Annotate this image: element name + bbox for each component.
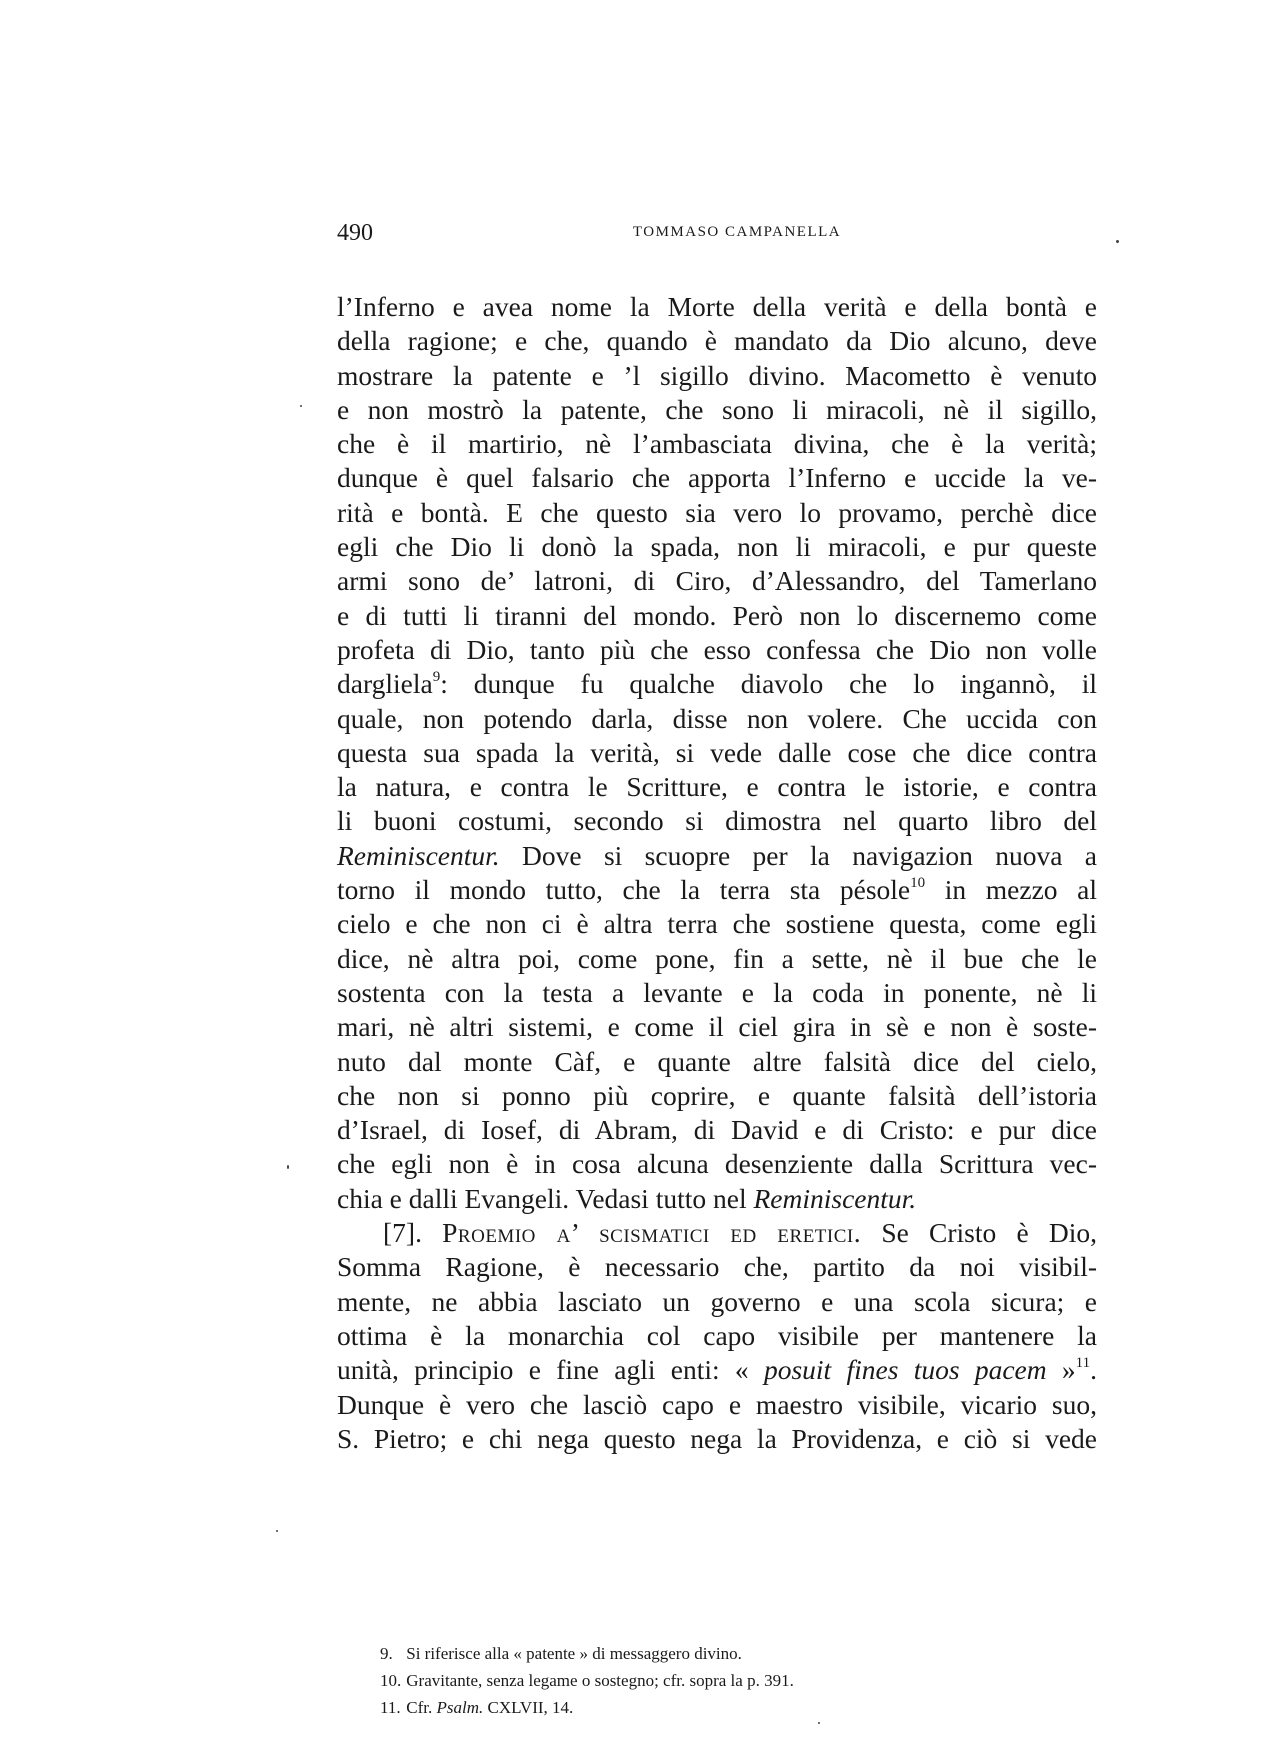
footnote-9 xyxy=(380,1640,1020,1667)
running-title: TOMMASO CAMPANELLA xyxy=(632,224,842,240)
scan-speck xyxy=(287,1165,289,1169)
text-span: dargliela xyxy=(337,668,433,700)
section-heading: Proemio a’ scismatici ed eretici. xyxy=(442,1217,862,1249)
footnote-text: CXLVII, 14. xyxy=(483,1698,574,1717)
work-title-italic: Reminiscentur. xyxy=(337,839,500,871)
text-span: torno il mondo tutto, che la terra sta pésole xyxy=(337,874,911,906)
text-span: unità, principio e fine agli enti: « xyxy=(337,1354,764,1386)
text-line xyxy=(337,873,1097,907)
running-head xyxy=(337,220,1097,250)
footnote-10 xyxy=(380,1667,1020,1694)
text-line: Dunque è vero che lasciò capo e maestro visibile, vicario suo, xyxy=(337,1388,1097,1420)
text-line: della ragione; e che, quando è mandato da Dio alcuno, deve xyxy=(337,325,1097,357)
text-line: Somma Ragione, è necessario che, partito da noi visibil- xyxy=(337,1251,1097,1283)
work-title-italic: Reminiscentur. xyxy=(753,1182,917,1214)
text-line: egli che Dio li donò la spada, non li miracoli, e pur queste xyxy=(337,531,1097,563)
text-line: sostenta con la testa a levante e la coda in ponente, nè li xyxy=(337,976,1097,1008)
text-line: che è il martirio, nè l’ambasciata divina, che è la verità; xyxy=(337,428,1097,460)
footnote-number: 9. xyxy=(380,1644,393,1663)
scan-speck xyxy=(276,1530,278,1532)
body-text xyxy=(337,290,1097,1456)
text-span: Dove si scuopre per la navigazion nuova a xyxy=(499,839,1097,871)
text-line: e non mostrò la patente, che sono li miracoli, nè il sigillo, xyxy=(337,393,1097,425)
text-line: dice, nè altra poi, come pone, fin a sette, nè il bue che le xyxy=(337,942,1097,974)
text-line: cielo e che non ci è altra terra che sostiene questa, come egli xyxy=(337,908,1097,940)
footnote-ref-9: 9 xyxy=(432,669,441,686)
text-line xyxy=(337,839,1097,873)
footnote-text: Si riferisce alla « patente » di messaggero divino. xyxy=(406,1644,742,1663)
text-line: questa sua spada la verità, si vede dalle cose che dice contra xyxy=(337,736,1097,768)
text-line: mente, ne abbia lasciato un governo e una scola sicura; e xyxy=(337,1285,1097,1317)
scan-speck xyxy=(300,405,302,407)
footnote-italic: Psalm. xyxy=(436,1698,484,1717)
footnote-number: 10. xyxy=(380,1671,402,1690)
text-line: che non si ponno più coprire, e quante falsità dell’istoria xyxy=(337,1079,1097,1111)
text-line xyxy=(337,667,1097,701)
footnote-ref-11: 11 xyxy=(1075,1355,1091,1372)
text-line: mostrare la patente e ’l sigillo divino. Macometto è venuto xyxy=(337,359,1097,391)
text-line: la natura, e contra le Scritture, e contra le istorie, e contra xyxy=(337,771,1097,803)
footnotes xyxy=(380,1640,1020,1721)
text-line: dunque è quel falsario che apporta l’Inferno e uccide la ve- xyxy=(337,462,1097,494)
text-span: » xyxy=(1046,1354,1076,1386)
scan-speck xyxy=(818,1722,820,1724)
text-line: li buoni costumi, secondo si dimostra nel quarto libro del xyxy=(337,805,1097,837)
text-line: nuto dal monte Càf, e quante altre falsità dice del cielo, xyxy=(337,1045,1097,1077)
text-line: rità e bontà. E che questo sia vero lo provamo, perchè dice xyxy=(337,496,1097,528)
text-line: d’Israel, di Iosef, di Abram, di David e di Cristo: e pur dice xyxy=(337,1114,1097,1146)
text-line: quale, non potendo darla, disse non volere. Che uccida con xyxy=(337,702,1097,734)
text-span: . xyxy=(1090,1354,1097,1386)
text-line: armi sono de’ latroni, di Ciro, d’Alessandro, del Tamerlano xyxy=(337,565,1097,597)
text-line: profeta di Dio, tanto più che esso confessa che Dio non volle xyxy=(337,633,1097,665)
text-line: che egli non è in cosa alcuna desenziente dalla Scrittura vec- xyxy=(337,1148,1097,1180)
text-line xyxy=(337,1353,1097,1387)
text-line: e di tutti li tiranni del mondo. Però non lo discernemo come xyxy=(337,599,1097,631)
footnote-text: Cfr. xyxy=(406,1698,437,1717)
section-number: [7]. xyxy=(383,1217,443,1249)
footnote-text: Gravitante, senza legame o sostegno; cfr. sopra la p. 391. xyxy=(406,1671,794,1690)
text-span: chia e dalli Evangeli. Vedasi tutto nel xyxy=(337,1182,754,1214)
text-line xyxy=(337,1182,1097,1216)
text-span: Se Cristo è Dio, xyxy=(861,1217,1097,1249)
page-number: 490 xyxy=(337,220,373,246)
section-heading-line xyxy=(337,1216,1097,1250)
footnote-ref-10: 10 xyxy=(910,875,926,892)
latin-quote: posuit fines tuos pacem xyxy=(763,1354,1047,1386)
scan-speck xyxy=(1116,240,1119,243)
text-span: : dunque fu qualche diavolo che lo ingannò, il xyxy=(440,668,1097,700)
text-line: mari, nè altri sistemi, e come il ciel gira in sè e non è soste- xyxy=(337,1011,1097,1043)
text-line: S. Pietro; e chi nega questo nega la Providenza, e ciò si vede xyxy=(337,1422,1097,1454)
footnote-number: 11. xyxy=(380,1698,401,1717)
text-span: in mezzo al xyxy=(925,874,1097,906)
text-line: ottima è la monarchia col capo visibile per mantenere la xyxy=(337,1319,1097,1351)
footnote-11 xyxy=(380,1694,1020,1721)
text-line: l’Inferno e avea nome la Morte della verità e della bontà e xyxy=(337,291,1097,322)
